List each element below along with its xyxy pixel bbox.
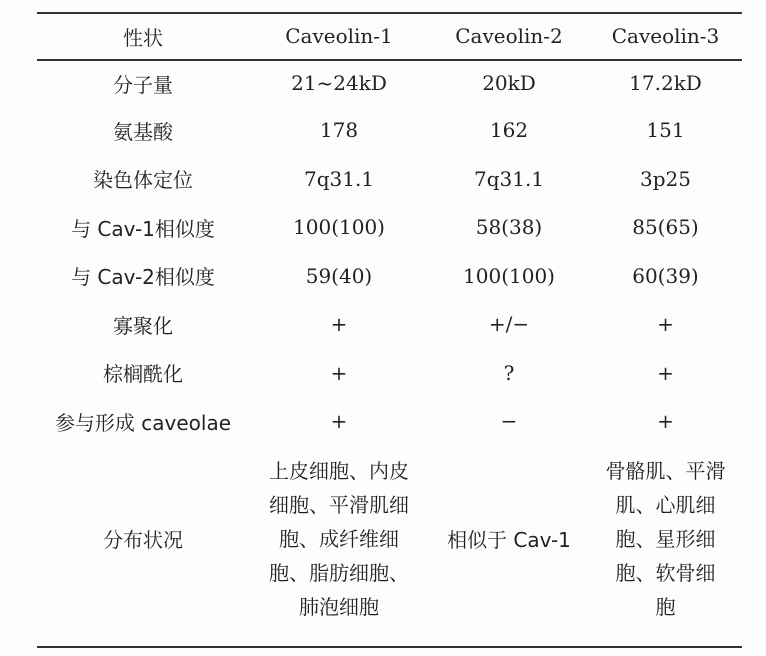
distribution-line: 上皮细胞、内皮 [269,458,409,483]
cell-caveolin-1: + [330,409,348,434]
cell-caveolin-3: + [657,360,674,385]
header-property: 性状 [123,25,163,50]
cell-caveolin-2: 162 [489,118,529,143]
distribution-line: 胞 [655,594,676,619]
distribution-line: 骨骼肌、平滑 [605,458,726,483]
cell-caveolin-1: + [330,312,348,337]
row-label: 参与形成 caveolae [54,410,232,435]
cell-caveolin-2: ? [503,360,515,385]
distribution-line: 胞、脂肪细胞、 [269,560,409,585]
cell-caveolin-1: 100(100) [293,215,385,240]
row-label: 氨基酸 [113,119,173,144]
table-row [37,252,742,301]
table-row [37,203,742,252]
row-label: 分布状况 [103,528,183,552]
header-row [37,12,742,60]
cell-caveolin-2: 58(38) [475,215,543,240]
cell-caveolin-2: 100(100) [463,263,555,288]
row-label: 染色体定位 [93,168,193,193]
distribution-line: 肺泡细胞 [299,594,379,619]
table-row [37,106,742,155]
cell-caveolin-1: 59(40) [305,263,373,288]
cell-caveolin-3: 3p25 [640,166,691,191]
bottom-rule [37,646,742,648]
row-label: 与 Cav-2相似度 [71,265,215,290]
distribution-line: 细胞、平滑肌细 [269,492,409,517]
cell-caveolin-1: 178 [319,118,359,143]
cell-caveolin-3: 60(39) [632,263,699,288]
cell-caveolin-1: 21~24kD [291,71,387,95]
cell-caveolin-2: 7q31.1 [473,166,545,191]
row-label: 棕榈酰化 [103,362,183,387]
row-label: 分子量 [113,72,173,97]
table-row [37,397,742,446]
cell-caveolin-3: 85(65) [632,215,699,240]
row-label: 与 Cav-1相似度 [71,216,215,241]
row-label: 寡聚化 [113,313,173,338]
table-row [37,155,742,204]
cell-caveolin-3: 17.2kD [629,71,702,95]
cell-caveolin-3: 151 [646,118,685,143]
cell-caveolin-1: 7q31.1 [303,166,375,191]
header-caveolin-1: Caveolin-1 [285,24,393,48]
distribution-line: 胞、软骨细 [615,560,716,585]
table-row [37,349,742,398]
header-caveolin-3: Caveolin-3 [611,24,720,48]
cell-caveolin-3: + [657,409,674,434]
distribution-line: 胞、成纤维细 [279,526,399,551]
caveolin-comparison-table [37,12,742,632]
cell-caveolin-2: 相似于 Cav-1 [447,528,571,552]
cell-caveolin-2: +/− [488,312,530,337]
distribution-line: 胞、星形细 [615,526,716,551]
cell-caveolin-3 [589,446,742,632]
cell-caveolin-2: 20kD [482,71,536,95]
table-row [37,60,742,106]
cell-caveolin-2: − [500,409,518,434]
header-caveolin-2: Caveolin-2 [455,24,563,48]
distribution-line: 肌、心肌细 [615,492,716,517]
table-row [37,300,742,349]
cell-caveolin-3: + [657,312,674,337]
cell-caveolin-1: + [330,360,348,385]
table-row-distribution [37,446,742,632]
cell-caveolin-1 [249,446,429,632]
